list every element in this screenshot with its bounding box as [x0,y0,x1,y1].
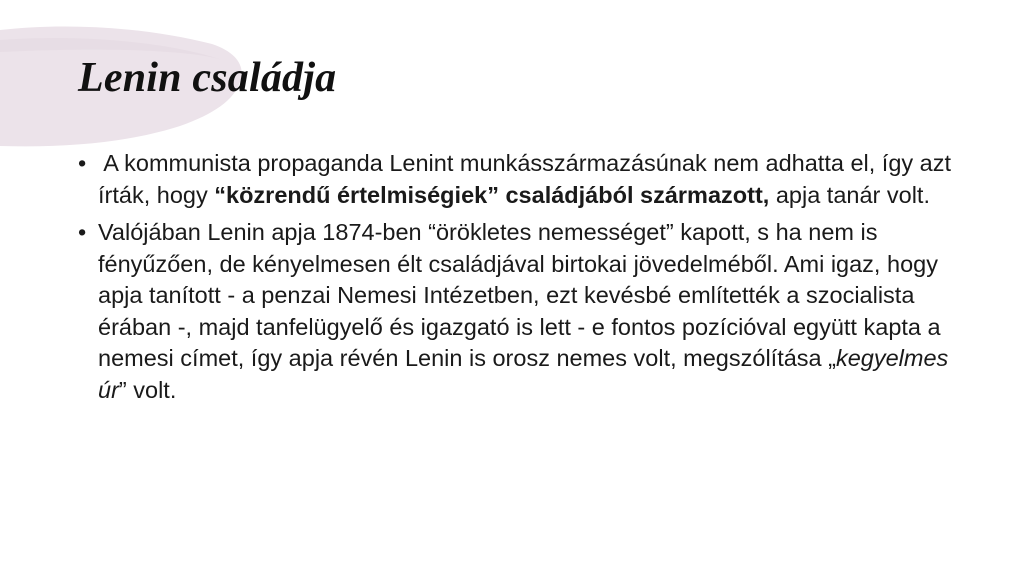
slide-title: Lenin családja [78,55,337,101]
bullet-text: A kommunista propaganda Lenint munkásszármazásúnak nem adhatta el, így azt írták, hogy [98,150,952,208]
bullet-text-end: ” volt. [118,376,177,403]
bullet-marker: • [78,150,87,176]
bullet-item [76,217,956,406]
bullet-text-italic: kegyelmes úr [98,345,949,403]
bullet-text-end: apja tanár volt. [769,181,930,208]
bullet-text-bold: “közrendű értelmiségiek” családjából származott, [214,181,770,208]
bullet-marker: • [78,219,87,245]
bullet-text: Valójában Lenin apja 1874-ben “örökletes nemességet” kapott, s ha nem is fényűzően, de kényelmesen élt családjával birtokai jövedelméből. Ami igaz, hogy apja tanított - a penzai Nemesi Intézetben, ezt kevésbé említették a szocialista érában -, majd tanfelügyelő és igazgató is lett - e fontos pozícióval együtt kapta a nemesi címet, így apja révén Lenin is orosz nemes volt, megszólítása „ [98,219,941,371]
bullet-item [76,148,956,211]
bullet-list [76,148,956,412]
